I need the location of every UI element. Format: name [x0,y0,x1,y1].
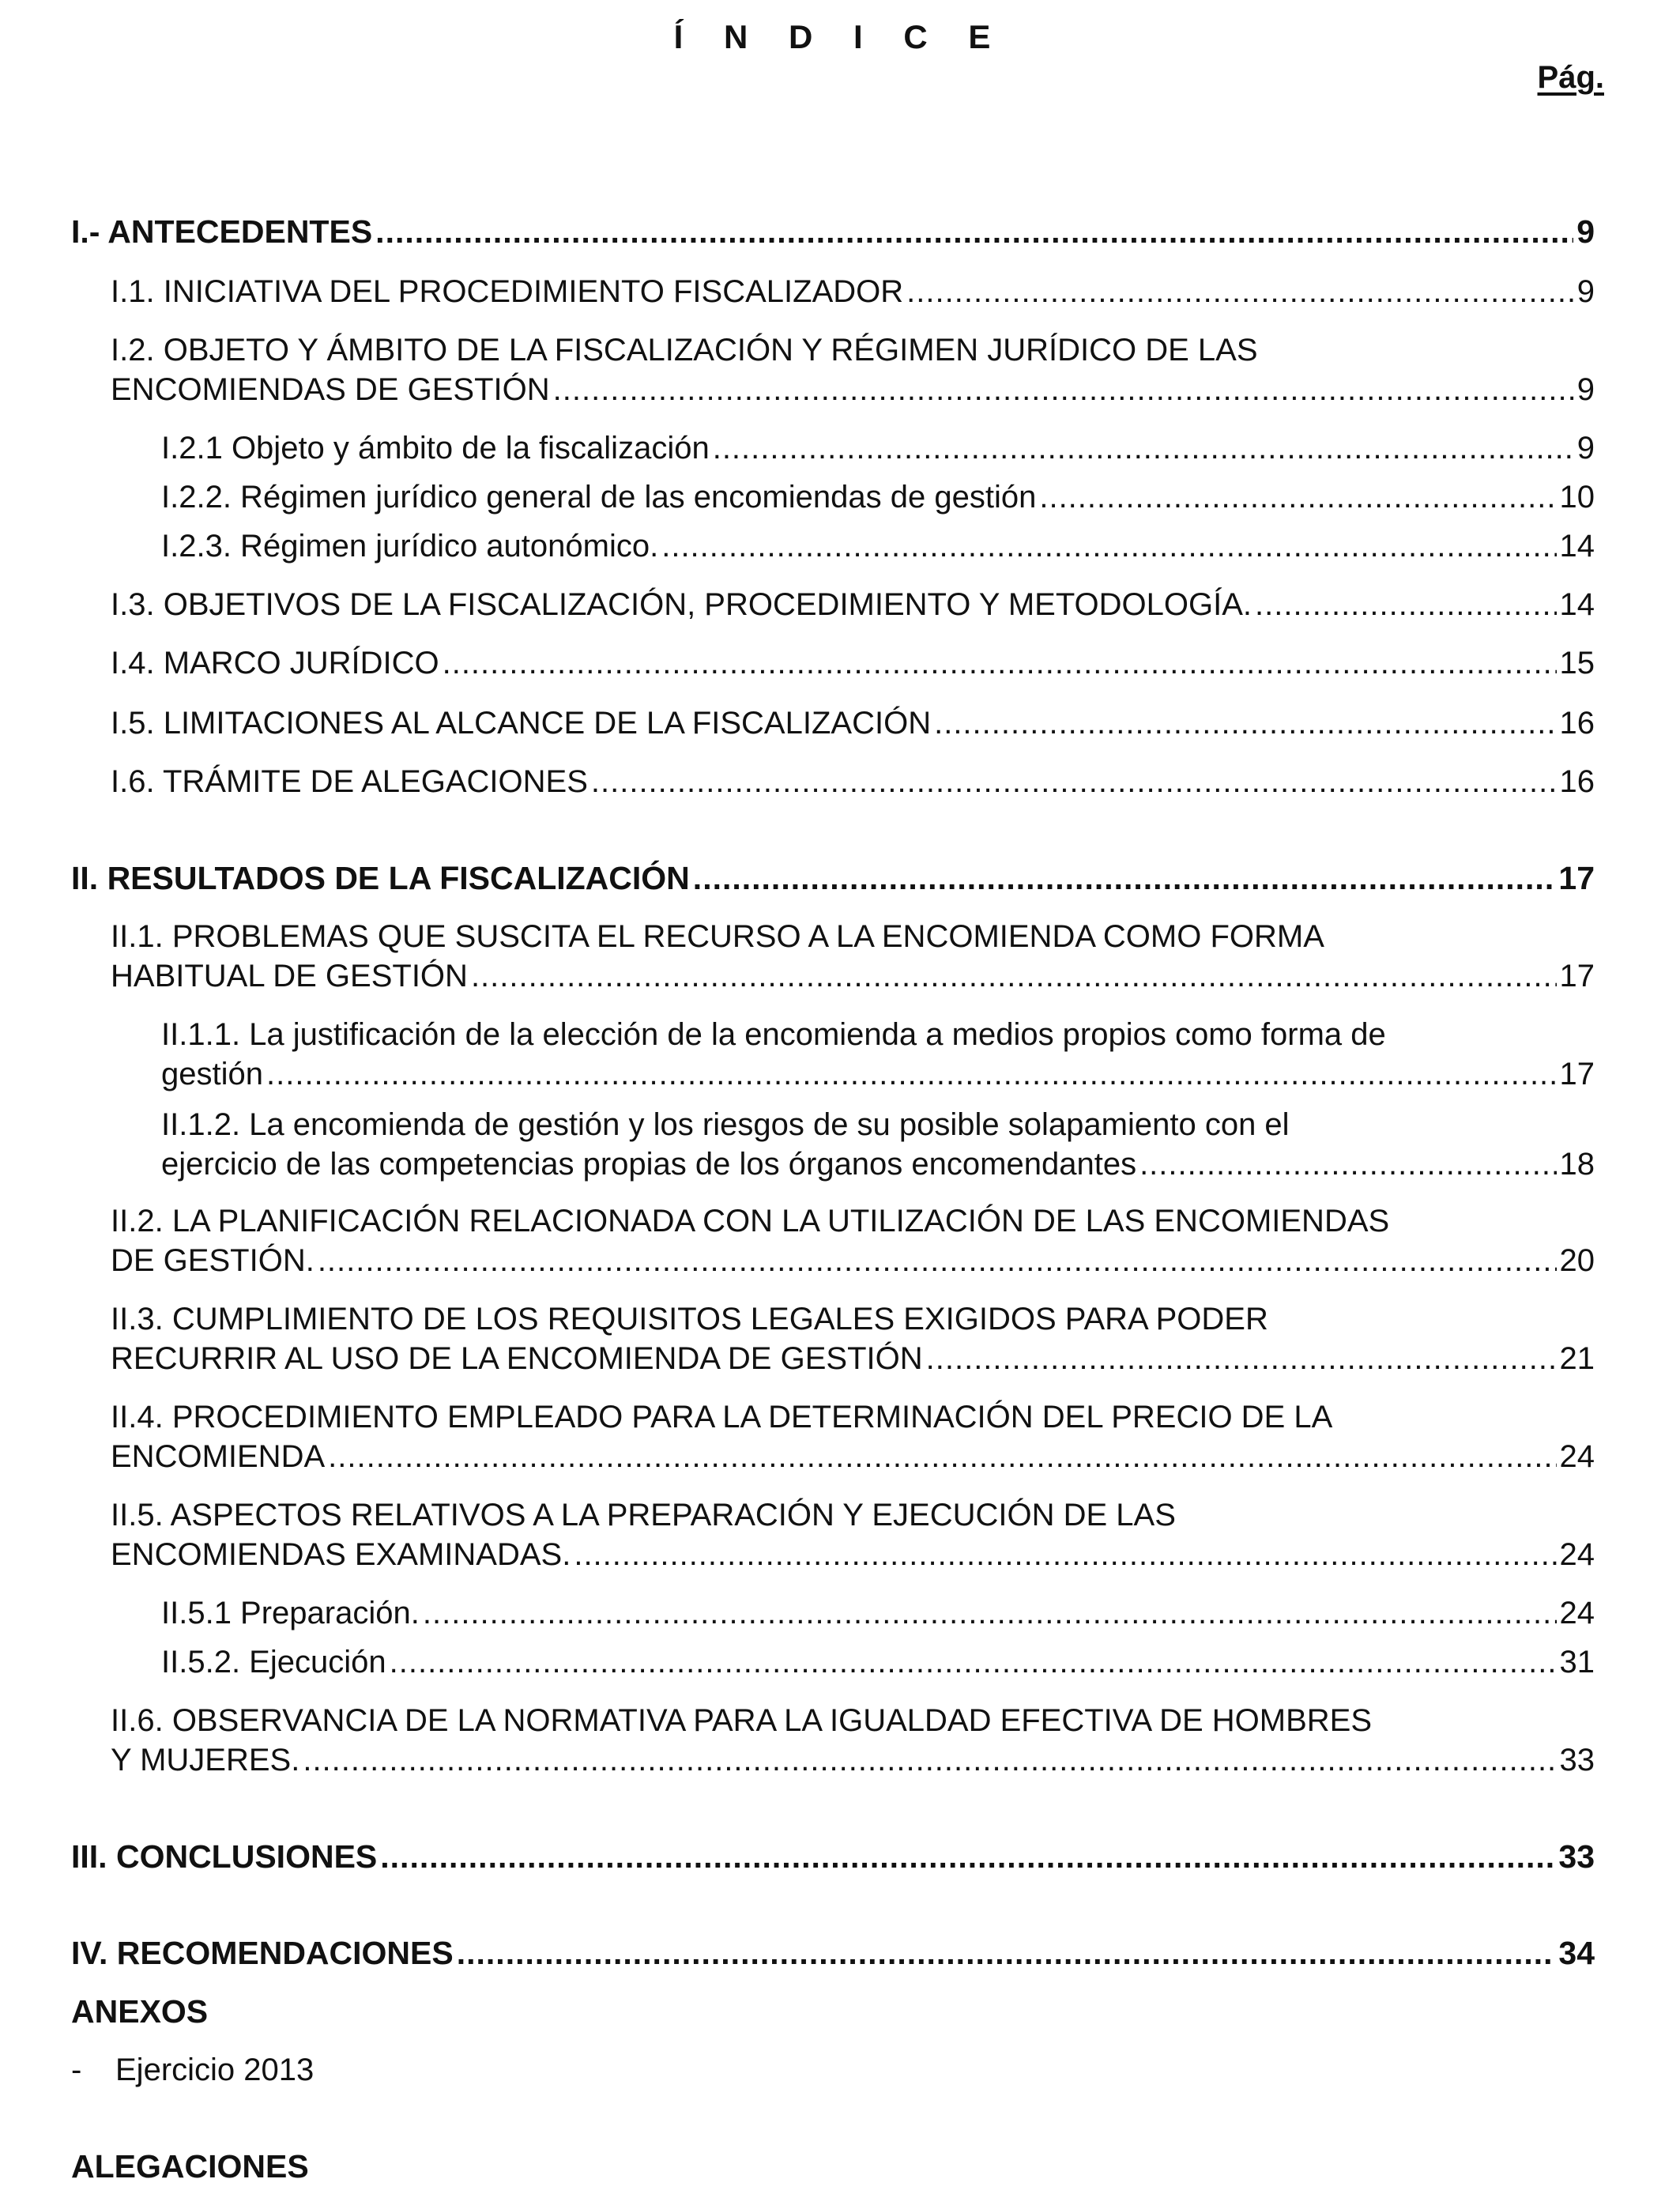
toc-entry-page: 24 [1559,1537,1595,1572]
toc-entry-ii-1-2[interactable] [161,1105,1595,1184]
toc-entry-title: I.2.1 Objeto y ámbito de la fiscalización [161,431,710,466]
leader-dots [553,370,1574,409]
toc-entry-title-line1: II.1.2. La encomienda de gestión y los riesgos de su posible solapamiento con el [161,1107,1290,1142]
toc-entry-title: I.5. LIMITACIONES AL ALCANCE DE LA FISCALIZACIÓN [111,706,932,741]
leader-dots [661,526,1556,566]
leader-dots [574,1535,1556,1574]
toc-entry-resultados[interactable] [71,858,1595,898]
toc-entry-ii-1[interactable] [111,917,1595,996]
toc-entry-page: 21 [1559,1341,1595,1376]
toc-entry-page: 20 [1559,1243,1595,1278]
toc-entry-ii-4[interactable] [111,1397,1595,1476]
toc-entry-page: 31 [1559,1645,1595,1679]
toc-entry-title-line1: II.4. PROCEDIMIENTO EMPLEADO PARA LA DETERMINACIÓN DEL PRECIO DE LA [111,1400,1333,1434]
toc-entry-page: 17 [1559,959,1595,993]
toc-entry-page: 9 [1576,372,1595,407]
toc-entry-page: 33 [1559,1743,1595,1777]
toc-entry-recomendaciones[interactable] [71,1933,1595,1973]
toc-entry-title-line1: I.2. OBJETO Y ÁMBITO DE LA FISCALIZACIÓN Y RÉGIMEN JURÍDICO DE LAS [111,333,1258,368]
leader-dots [906,272,1574,311]
toc-entry-title: IV. RECOMENDACIONES [71,1935,454,1971]
toc-entry-title-line1: II.1.1. La justificación de la elección de la encomienda a medios propios como forma de [161,1017,1386,1052]
leader-dots [423,1593,1557,1633]
toc-entry-page: 33 [1558,1838,1595,1875]
toc-entry-page: 14 [1559,529,1595,564]
toc-entry-title-line1: II.5. ASPECTOS RELATIVOS A LA PREPARACIÓN Y EJECUCIÓN DE LAS [111,1498,1176,1532]
toc-entry-title: I.3. OBJETIVOS DE LA FISCALIZACIÓN, PROCEDIMIENTO Y METODOLOGÍA. [111,587,1252,622]
leader-dots [1255,585,1556,624]
leader-dots [1039,477,1556,517]
toc-entry-title-line2: ENCOMIENDA [111,1439,326,1474]
leader-dots [328,1437,1556,1476]
leader-dots [266,1054,1557,1094]
toc-entry-iniciativa[interactable] [111,272,1595,311]
toc-entry-page: 9 [1576,431,1595,466]
toc-entry-i-2-2[interactable] [161,477,1595,517]
toc-entry-title-line2: ejercicio de las competencias propias de los órganos encomendantes [161,1147,1137,1182]
toc-entry-title-line1: II.6. OBSERVANCIA DE LA NORMATIVA PARA LA IGUALDAD EFECTIVA DE HOMBRES [111,1703,1373,1738]
toc-entry-ii-6[interactable] [111,1701,1595,1780]
toc-entry-title: II.5.1 Preparación. [161,1596,420,1630]
toc-entry-page: 24 [1559,1596,1595,1630]
toc-entry-title-line2: gestión [161,1057,263,1091]
toc-entry-ii-2[interactable] [111,1201,1595,1280]
toc-entry-i-2-1[interactable] [161,428,1595,468]
toc-entry-page: 17 [1559,1057,1595,1091]
leader-dots [934,703,1556,743]
annex-item[interactable]: Ejercicio 2013 [115,2053,315,2087]
toc-entry-title: I.1. INICIATIVA DEL PROCEDIMIENTO FISCALIZADOR [111,274,904,309]
toc-entry-i-6[interactable] [111,762,1595,801]
toc-entry-title-line2: ENCOMIENDAS EXAMINADAS. [111,1537,571,1572]
toc-entry-ii-3[interactable] [111,1299,1595,1378]
leader-dots [318,1241,1557,1280]
toc-entry-i-4[interactable] [111,643,1595,683]
toc-entry-title: I.2.2. Régimen jurídico general de las encomiendas de gestión [161,480,1037,515]
leader-dots [443,643,1557,683]
toc-entry-page: 16 [1559,764,1595,799]
toc-entry-page: 24 [1559,1439,1595,1474]
leader-dots [926,1339,1557,1378]
leader-dots [591,762,1557,801]
page-title: Í N D I C E [673,18,1007,55]
toc-entry-title-line1: II.3. CUMPLIMIENTO DE LOS REQUISITOS LEGALES EXIGIDOS PARA PODER [111,1302,1268,1336]
toc-entry-i-3[interactable] [111,585,1595,624]
leader-dots [303,1740,1556,1780]
toc-entry-page: 34 [1558,1935,1595,1971]
toc-entry-page: 16 [1559,706,1595,741]
toc-entry-page: 17 [1558,860,1595,896]
toc-entry-title: II. RESULTADOS DE LA FISCALIZACIÓN [71,860,690,896]
toc-entry-page: 10 [1559,480,1595,515]
annexes-heading: ANEXOS [71,1993,209,2030]
toc-entry-title: I.4. MARCO JURÍDICO [111,646,439,680]
toc-entry-page: 9 [1576,274,1595,309]
toc-entry-title-line2: ENCOMIENDAS DE GESTIÓN [111,372,550,407]
leader-dots [471,956,1557,996]
toc-entry-title: II.5.2. Ejecución [161,1645,386,1679]
leader-dots [390,1642,1557,1682]
toc-entry-antecedentes[interactable] [71,212,1595,251]
page-column-label-text: Pág. [1537,60,1604,95]
toc-entry-title-line1: II.1. PROBLEMAS QUE SUSCITA EL RECURSO A LA ENCOMIENDA COMO FORMA [111,919,1324,954]
leader-dots [693,858,1556,898]
leader-dots [380,1837,1555,1876]
leader-dots [457,1933,1556,1973]
toc-entry-title: I.6. TRÁMITE DE ALEGACIONES [111,764,588,799]
toc-entry-title: I.- ANTECEDENTES [71,213,373,250]
toc-entry-title-line2: DE GESTIÓN. [111,1243,315,1278]
toc-entry-title-line2: Y MUJERES. [111,1743,300,1777]
toc-entry-page: 14 [1559,587,1595,622]
toc-entry-ii-5-1[interactable] [161,1593,1595,1633]
toc-entry-title-line1: II.2. LA PLANIFICACIÓN RELACIONADA CON LA UTILIZACIÓN DE LAS ENCOMIENDAS [111,1204,1390,1238]
toc-entry-i-2-3[interactable] [161,526,1595,566]
toc-entry-title-line2: HABITUAL DE GESTIÓN [111,959,468,993]
leader-dots [1139,1144,1556,1184]
toc-entry-objeto-ambito[interactable] [111,330,1595,409]
alegaciones-heading[interactable]: ALEGACIONES [71,2148,309,2185]
toc-entry-conclusiones[interactable] [71,1837,1595,1876]
toc-entry-ii-1-1[interactable] [161,1015,1595,1094]
toc-entry-page: 18 [1559,1147,1595,1182]
leader-dots [375,212,1573,251]
toc-entry-title: I.2.3. Régimen jurídico autonómico. [161,529,659,564]
annex-bullet: - [71,2053,82,2087]
leader-dots [713,428,1574,468]
toc-entry-title: III. CONCLUSIONES [71,1838,378,1875]
toc-entry-page: 9 [1576,213,1595,250]
toc-entry-i-5[interactable] [111,703,1595,743]
toc-entry-ii-5[interactable] [111,1495,1595,1574]
toc-entry-title-line2: RECURRIR AL USO DE LA ENCOMIENDA DE GESTIÓN [111,1341,923,1376]
toc-entry-page: 15 [1559,646,1595,680]
toc-entry-ii-5-2[interactable] [161,1642,1595,1682]
